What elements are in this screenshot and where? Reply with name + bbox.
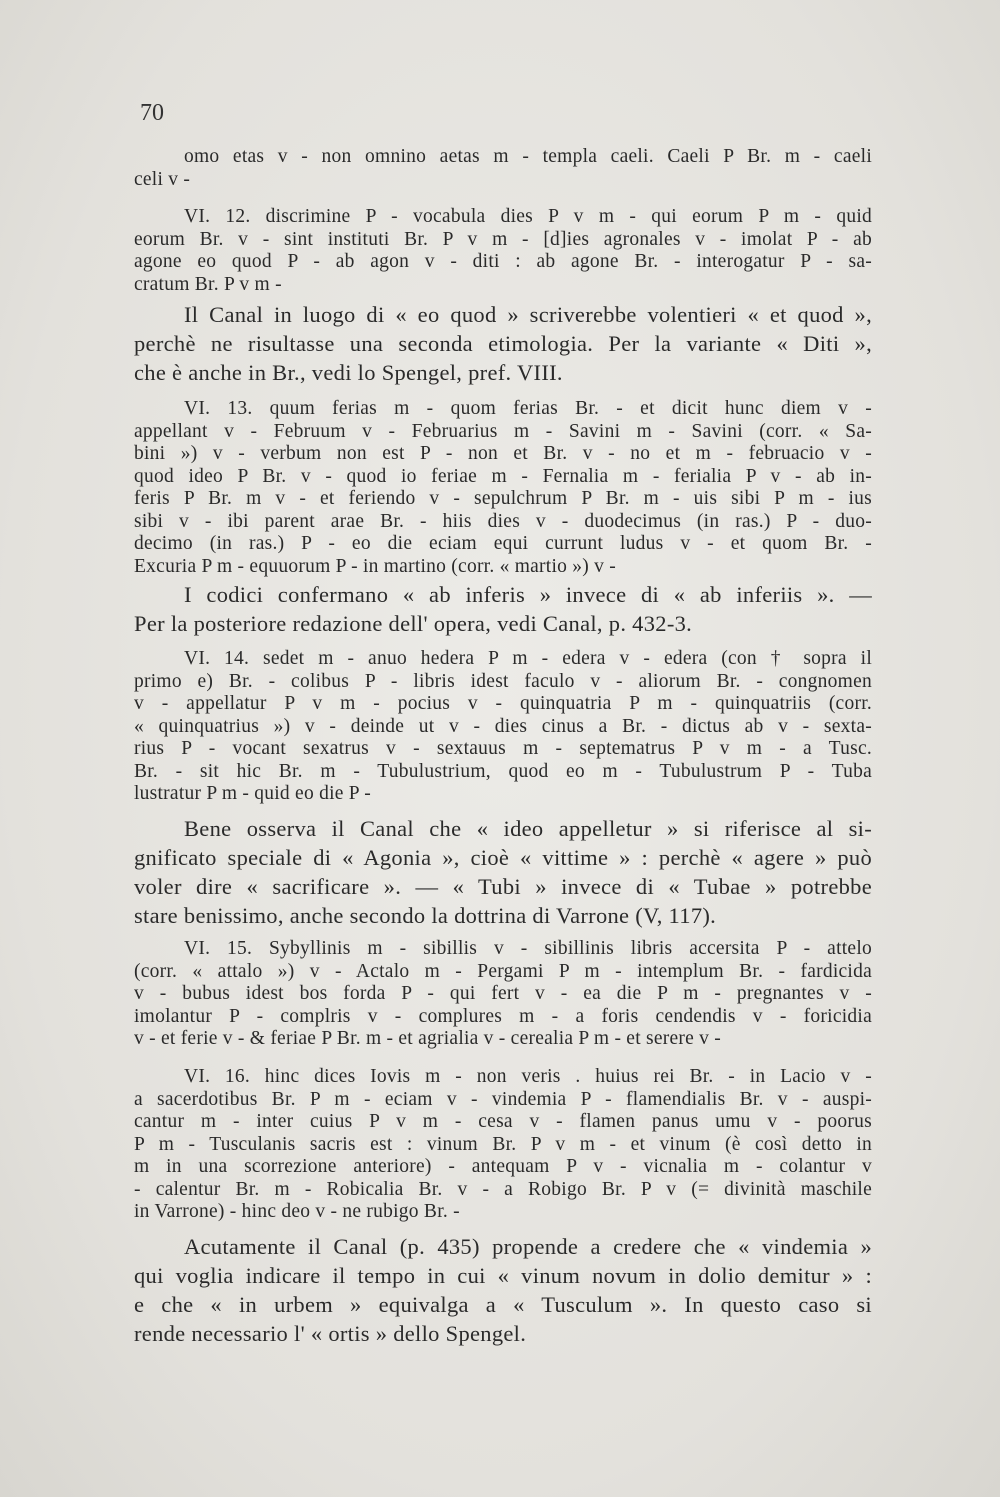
text-line: v - bubus idest bos forda P - qui fert v - ea die P m - pregnantes v - [134,983,872,1004]
text-line: che è anche in Br., vedi lo Spengel, pref. VIII. [134,360,563,385]
text-line: Per la posteriore redazione dell' opera, vedi Canal, p. 432-3. [134,611,693,636]
text-line: VI. 14. sedet m - anuo hedera P m - edera v - edera (con † sopra il [184,648,872,669]
text-line: qui voglia indicare il tempo in cui « vinum novum in dolio demitur » : [134,1263,872,1288]
text-line: lustratur P m - quid eo die P - [134,783,372,804]
text-line: rende necessario l' « ortis » dello Spengel. [134,1321,527,1346]
text-line: I codici confermano « ab inferis » invece di « ab inferiis ». — [184,582,872,607]
text-line: VI. 12. discrimine P - vocabula dies P v m - qui eorum P m - quid [184,206,872,227]
apparatus-entry [134,1066,872,1224]
text-line: (corr. « attalo ») v - Actalo m - Pergami P m - intemplum Br. - fardicida [134,960,872,982]
text-line: Excuria P m - equuorum P - in martino (corr. « martio ») v - [134,555,616,577]
text-line: Acutamente il Canal (p. 435) propende a credere che « vindemia » [184,1234,872,1259]
text-line: Il Canal in luogo di « eo quod » scriverebbe volentieri « et quod », [184,302,872,327]
commentary-paragraph [134,1232,872,1348]
text-line: bini ») v - verbum non est P - non et Br. v - no et m - februacio v - [134,443,872,464]
commentary-paragraph [134,814,872,930]
text-line: quod ideo P Br. v - quod io feriae m - Fernalia m - ferialia P v - ab in- [134,465,872,487]
text-line: omo etas v - non omnino aetas m - templa caeli. Caeli P Br. m - caeli [184,146,872,167]
text-line: agone eo quod P - ab agon v - diti : ab agone Br. - interogatur P - sa- [134,251,872,272]
text-line: voler dire « sacrificare ». — « Tubi » invece di « Tubae » potrebbe [134,874,872,899]
text-line: e che « in urbem » equivalga a « Tusculum ». In questo caso si [134,1292,872,1317]
apparatus-entry [134,206,872,296]
text-line: sibi v - ibi parent arae Br. - hiis dies v - duodecimus (in ras.) P - duo- [134,510,872,532]
text-line: m in una scorrezione anteriore) - antequam P v - vicnalia m - colantur v [134,1156,872,1177]
text-line: v - appellatur P v m - pocius v - quinquatria P m - quinquatriis (corr. [134,693,872,714]
text-line: decimo (in ras.) P - eo die eciam equi currunt ludus v - et quom Br. - [134,533,872,554]
page-number: 70 [140,100,164,126]
commentary-paragraph [134,300,872,387]
text-line: primo e) Br. - colibus P - libris idest faculo v - aliorum Br. - congnomen [134,670,872,692]
text-line: VI. 16. hinc dices Iovis m - non veris . huius rei Br. - in Lacio v - [184,1066,872,1087]
text-line: gnificato speciale di « Agonia », cioè « vittime » : perchè « agere » può [134,845,872,870]
text-line: v - et ferie v - & feriae P Br. m - et agrialia v - cerealia P m - et serere v - [134,1028,722,1049]
apparatus-entry [134,938,872,1051]
text-line: rius P - vocant sexatrus v - sextauus m - septematrus P v m - a Tusc. [134,738,872,759]
text-line: Bene osserva il Canal che « ideo appelletur » si riferisce al si- [184,816,872,841]
apparatus-entry [134,146,872,191]
text-line: feris P Br. m v - et feriendo v - sepulchrum P Br. m - uis sibi P m - ius [134,488,872,509]
text-line: stare benissimo, anche secondo la dottrina di Varrone (V, 117). [134,903,717,928]
text-line: celi v - [134,168,191,190]
text-line: cantur m - inter cuius P v m - cesa v - flamen panus umu v - poorus [134,1111,872,1132]
text-line: Br. - sit hic Br. m - Tubulustrium, quod eo m - Tubulustrum P - Tuba [134,760,872,782]
commentary-paragraph [134,580,872,638]
text-line: « quinquatrius ») v - deinde ut v - dies cinus a Br. - dictus ab v - sexta- [134,715,872,737]
text-line: imolantur P - complris v - complures m - a foris cendendis v - foricidia [134,1005,872,1027]
text-line: perchè ne risultasse una seconda etimologia. Per la variante « Diti », [134,331,872,356]
text-line: a sacerdotibus Br. P m - eciam v - vindemia P - flamendialis Br. v - auspi- [134,1088,872,1110]
text-line: appellant v - Februum v - Februarius m - Savini m - Savini (corr. « Sa- [134,420,872,442]
text-line: eorum Br. v - sint instituti Br. P v m - [d]ies agronales v - imolat P - ab [134,228,872,250]
apparatus-entry [134,648,872,806]
text-line: - calentur Br. m - Robicalia Br. v - a Robigo Br. P v (= divinità maschile [134,1178,872,1200]
apparatus-entry [134,398,872,578]
text-line: cratum Br. P v m - [134,273,282,295]
text-line: P m - Tusculanis sacris est : vinum Br. P v m - et vinum (è così detto in [134,1133,872,1155]
text-line: VI. 13. quum ferias m - quom ferias Br. - et dicit hunc diem v - [184,398,872,419]
text-line: in Varrone) - hinc deo v - ne rubigo Br. - [134,1201,460,1222]
text-line: VI. 15. Sybyllinis m - sibillis v - sibillinis libris accersita P - attelo [184,938,872,959]
